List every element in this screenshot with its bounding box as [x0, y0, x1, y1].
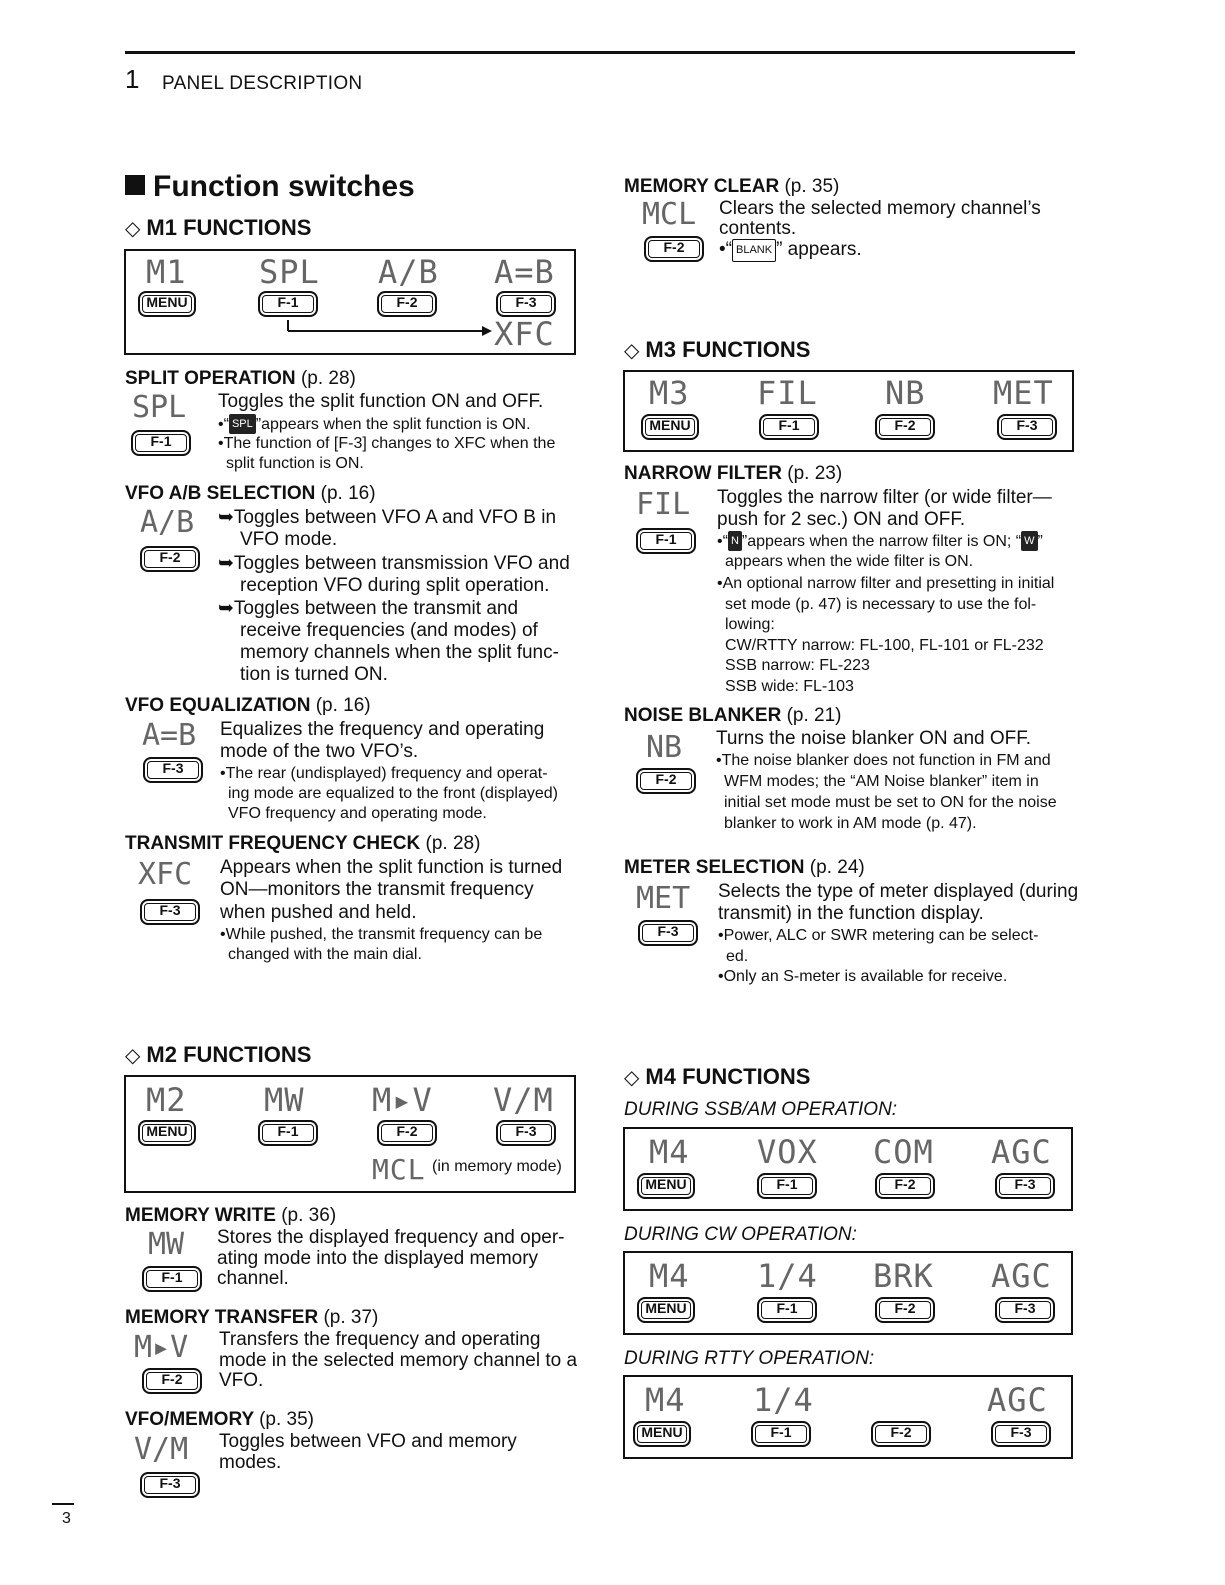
chapter-number: 1	[125, 64, 140, 94]
mw-desc1: Stores the displayed frequency and oper-	[217, 1227, 565, 1248]
m3-panel	[623, 370, 1074, 452]
m4-ssb-label: DURING SSB/AM OPERATION:	[624, 1099, 898, 1120]
page-number: 3	[62, 1510, 71, 1527]
vfomem-desc1: Toggles between VFO and memory	[219, 1431, 517, 1452]
lcd-m2: M2	[146, 1081, 187, 1119]
fil-note2: appears when the wide filter is ON.	[725, 553, 974, 570]
fil-title: NARROW FILTER (p. 23)	[624, 463, 843, 484]
met-desc1: Selects the type of meter displayed (during	[718, 881, 1079, 902]
m1-panel	[124, 249, 576, 355]
menu-key[interactable]: MENU	[637, 1297, 695, 1323]
vfoeq-f3-key[interactable]: F-3	[143, 757, 203, 783]
vfomem-desc2: modes.	[219, 1452, 282, 1473]
split-desc: Toggles the split function ON and OFF.	[218, 391, 544, 412]
menu-key[interactable]: MENU	[641, 414, 699, 440]
f2-key[interactable]: F-2	[875, 1297, 935, 1323]
mcl-note: •“ BLANK ” appears.	[719, 239, 862, 260]
lcd-agc: AGC	[987, 1381, 1048, 1419]
lcd-nb-icon: NB	[646, 730, 683, 765]
lcd-vm-icon: V/M	[134, 1432, 189, 1467]
lcd-vox: VOX	[757, 1133, 818, 1171]
lcd-m4: M4	[645, 1381, 686, 1419]
fil-desc1: Toggles the narrow filter (or wide filter—	[717, 487, 1052, 508]
mcl-title: MEMORY CLEAR (p. 35)	[624, 176, 840, 197]
menu-key[interactable]: MENU	[138, 1120, 196, 1146]
m3-heading: ◇ M3 FUNCTIONS	[624, 337, 811, 362]
mtr-title: MEMORY TRANSFER (p. 37)	[125, 1307, 379, 1328]
mcl-f2-key[interactable]: F-2	[644, 236, 704, 262]
vfoeq-desc-cont: mode of the two VFO’s.	[220, 741, 419, 762]
vfoab-f2-key[interactable]: F-2	[140, 546, 200, 572]
met-f3-key[interactable]: F-3	[638, 920, 698, 946]
vfoab-bullet3-cont2: memory channels when the split func-	[240, 642, 559, 663]
menu-key[interactable]: MENU	[633, 1421, 691, 1447]
fil-note4: set mode (p. 47) is necessary to use the fol-	[725, 596, 1037, 613]
vfoeq-note2: ing mode are equalized to the front (displayed)	[228, 785, 558, 802]
xfc-note2: changed with the main dial.	[228, 946, 422, 963]
lcd-m1: M1	[146, 253, 187, 291]
lcd-agc: AGC	[991, 1257, 1052, 1295]
lcd-m3: M3	[649, 374, 690, 412]
header-rule	[125, 51, 1075, 54]
square-bullet-icon	[125, 175, 145, 195]
mtr-desc3: VFO.	[219, 1370, 264, 1391]
lcd-quarter: 1/4	[757, 1257, 818, 1295]
m2-panel	[124, 1075, 576, 1193]
xfc-title: TRANSMIT FREQUENCY CHECK (p. 28)	[125, 833, 481, 854]
menu-key[interactable]: MENU	[138, 291, 196, 317]
vfoab-bullet2: ➥Toggles between transmission VFO and	[218, 553, 570, 574]
page-number-rule	[52, 1503, 74, 1505]
vfoab-bullet3: ➥Toggles between the transmit and	[218, 598, 519, 619]
m4-cw-label: DURING CW OPERATION:	[624, 1224, 857, 1245]
lcd-ab-icon: A/B	[140, 505, 195, 540]
m2-heading: ◇ M2 FUNCTIONS	[125, 1042, 312, 1067]
lcd-fil-icon: FIL	[636, 487, 691, 522]
vfoab-bullet1-cont: VFO mode.	[240, 529, 338, 550]
lcd-met-icon: MET	[636, 881, 691, 916]
page-title: Function switches	[125, 170, 415, 204]
f1-key[interactable]: F-1	[757, 1297, 817, 1323]
lcd-vm: V/M	[493, 1081, 554, 1119]
fil-note1: •“ N ”appears when the narrow filter is ON; “ W ”	[717, 533, 1043, 550]
mw-f1-key[interactable]: F-1	[142, 1266, 202, 1292]
m4-cw-panel	[623, 1251, 1073, 1335]
diamond-icon: ◇	[125, 218, 141, 240]
f1-key[interactable]: F-1	[757, 1173, 817, 1199]
vfomem-f3-key[interactable]: F-3	[140, 1472, 200, 1498]
f2-key[interactable]: F-2	[875, 414, 935, 440]
f1-key[interactable]: F-1	[759, 414, 819, 440]
f2-key[interactable]: F-2	[377, 291, 437, 317]
m4-ssb-panel	[623, 1127, 1073, 1211]
lcd-com: COM	[873, 1133, 934, 1171]
met-note2: ed.	[726, 948, 749, 965]
vfoab-bullet3-cont1: receive frequencies (and modes) of	[240, 620, 538, 641]
m1-heading: ◇ M1 FUNCTIONS	[125, 215, 312, 240]
nb-title: NOISE BLANKER (p. 21)	[624, 705, 842, 726]
xfc-note1: •While pushed, the transmit frequency can be	[220, 926, 543, 943]
fil-note5: lowing:	[725, 616, 775, 633]
lcd-m4: M4	[649, 1257, 690, 1295]
vfoab-bullet1: ➥Toggles between VFO A and VFO B in	[218, 507, 557, 528]
met-title: METER SELECTION (p. 24)	[624, 857, 865, 878]
mtr-desc1: Transfers the frequency and operating	[219, 1329, 541, 1350]
lcd-agc: AGC	[991, 1133, 1052, 1171]
mtr-desc2: mode in the selected memory channel to a	[219, 1350, 578, 1371]
lcd-m4: M4	[649, 1133, 690, 1171]
f3-key[interactable]: F-3	[496, 291, 556, 317]
vfoab-bullet2-cont: reception VFO during split operation.	[240, 575, 550, 596]
mcl-desc1: Clears the selected memory channel’s	[719, 198, 1041, 219]
xfc-arrow	[286, 319, 496, 339]
f2-key[interactable]: F-2	[875, 1173, 935, 1199]
f1-key[interactable]: F-1	[751, 1421, 811, 1447]
lcd-fil: FIL	[757, 374, 818, 412]
lcd-brk: BRK	[873, 1257, 934, 1295]
lcd-spl: SPL	[259, 253, 320, 291]
split-note2b: split function is ON.	[226, 455, 364, 472]
met-note1: •Power, ALC or SWR metering can be select-	[718, 927, 1039, 944]
fil-note7: SSB narrow: FL-223	[725, 657, 870, 674]
diamond-icon: ◇	[125, 1045, 141, 1067]
lcd-mcl: MCL	[372, 1153, 426, 1186]
vfoeq-title: VFO EQUALIZATION (p. 16)	[125, 695, 371, 716]
nb-note3: initial set mode must be set to ON for the noise	[724, 794, 1057, 811]
vfoeq-note1: •The rear (undisplayed) frequency and operat-	[220, 765, 548, 782]
mtr-f2-key[interactable]: F-2	[142, 1368, 202, 1394]
lcd-xfc-icon: XFC	[138, 857, 193, 892]
lcd-mtv: M▸V	[372, 1081, 433, 1119]
fil-note3: •An optional narrow filter and presetting in initial	[717, 575, 1055, 592]
mcl-desc2: contents.	[719, 218, 797, 239]
diamond-icon: ◇	[624, 1067, 640, 1089]
f3-key[interactable]: F-3	[496, 1120, 556, 1146]
f2-key[interactable]: F-2	[871, 1421, 931, 1447]
split-title: SPLIT OPERATION (p. 28)	[125, 368, 356, 389]
f2-key[interactable]: F-2	[377, 1120, 437, 1146]
lcd-aeqb: A=B	[494, 253, 555, 291]
nb-note1: •The noise blanker does not function in FM and	[716, 752, 1051, 769]
nb-f2-key[interactable]: F-2	[636, 768, 696, 794]
lcd-mw: MW	[264, 1081, 305, 1119]
vfoeq-note3: VFO frequency and operating mode.	[228, 805, 487, 822]
mcl-mode-note: (in memory mode)	[432, 1158, 562, 1175]
lcd-nb: NB	[885, 374, 926, 412]
vfoeq-desc: Equalizes the frequency and operating	[220, 719, 545, 740]
fil-desc2: push for 2 sec.) ON and OFF.	[717, 509, 966, 530]
vfoab-bullet3-cont3: tion is turned ON.	[240, 664, 388, 685]
f1-key[interactable]: F-1	[258, 1120, 318, 1146]
chapter-title: PANEL DESCRIPTION	[162, 73, 363, 94]
f3-key[interactable]: F-3	[991, 1421, 1051, 1447]
nb-note2: WFM modes; the “AM Noise blanker” item in	[724, 773, 1039, 790]
split-f1-key[interactable]: F-1	[131, 430, 191, 456]
mw-title: MEMORY WRITE (p. 36)	[125, 1205, 337, 1226]
lcd-aeqb-icon: A=B	[142, 718, 197, 753]
m4-heading: ◇ M4 FUNCTIONS	[624, 1064, 811, 1089]
lcd-mcl-icon: MCL	[642, 197, 697, 232]
nb-note4: blanker to work in AM mode (p. 47).	[724, 815, 977, 832]
m4-rtty-panel	[623, 1375, 1073, 1459]
lcd-mw-icon: MW	[148, 1227, 185, 1262]
xfc-desc3: when pushed and held.	[220, 902, 417, 923]
lcd-mtv-icon: M▸V	[134, 1330, 189, 1365]
xfc-f3-key[interactable]: F-3	[140, 899, 200, 925]
split-note2a: •The function of [F-3] changes to XFC when the	[218, 435, 556, 452]
met-desc2: transmit) in the function display.	[718, 903, 984, 924]
diamond-icon: ◇	[624, 340, 640, 362]
lcd-xfc: XFC	[494, 315, 555, 353]
lcd-ab: A/B	[378, 253, 439, 291]
fil-note6: CW/RTTY narrow: FL-100, FL-101 or FL-232	[725, 637, 1044, 654]
lcd-quarter: 1/4	[753, 1381, 814, 1419]
fil-note8: SSB wide: FL-103	[725, 678, 854, 695]
m4-rtty-label: DURING RTTY OPERATION:	[624, 1348, 875, 1369]
lcd-spl-icon: SPL	[132, 390, 187, 425]
nb-desc1: Turns the noise blanker ON and OFF.	[716, 728, 1032, 749]
xfc-desc2: ON—monitors the transmit frequency	[220, 879, 534, 900]
mw-desc3: channel.	[217, 1268, 289, 1289]
f3-key[interactable]: F-3	[997, 414, 1057, 440]
xfc-desc1: Appears when the split function is turned	[220, 857, 563, 878]
vfoab-title: VFO A/B SELECTION (p. 16)	[125, 483, 376, 504]
vfomem-title: VFO/MEMORY (p. 35)	[125, 1409, 314, 1430]
f3-key[interactable]: F-3	[995, 1173, 1055, 1199]
split-note1: •“ SPL ”appears when the split function is ON.	[218, 416, 531, 433]
lcd-met: MET	[993, 374, 1054, 412]
mw-desc2: ating mode into the displayed memory	[217, 1248, 539, 1269]
fil-f1-key[interactable]: F-1	[636, 528, 696, 554]
f3-key[interactable]: F-3	[995, 1297, 1055, 1323]
met-note3: •Only an S-meter is available for receive.	[718, 968, 1008, 985]
menu-key[interactable]: MENU	[637, 1173, 695, 1199]
f1-key[interactable]: F-1	[258, 291, 318, 317]
